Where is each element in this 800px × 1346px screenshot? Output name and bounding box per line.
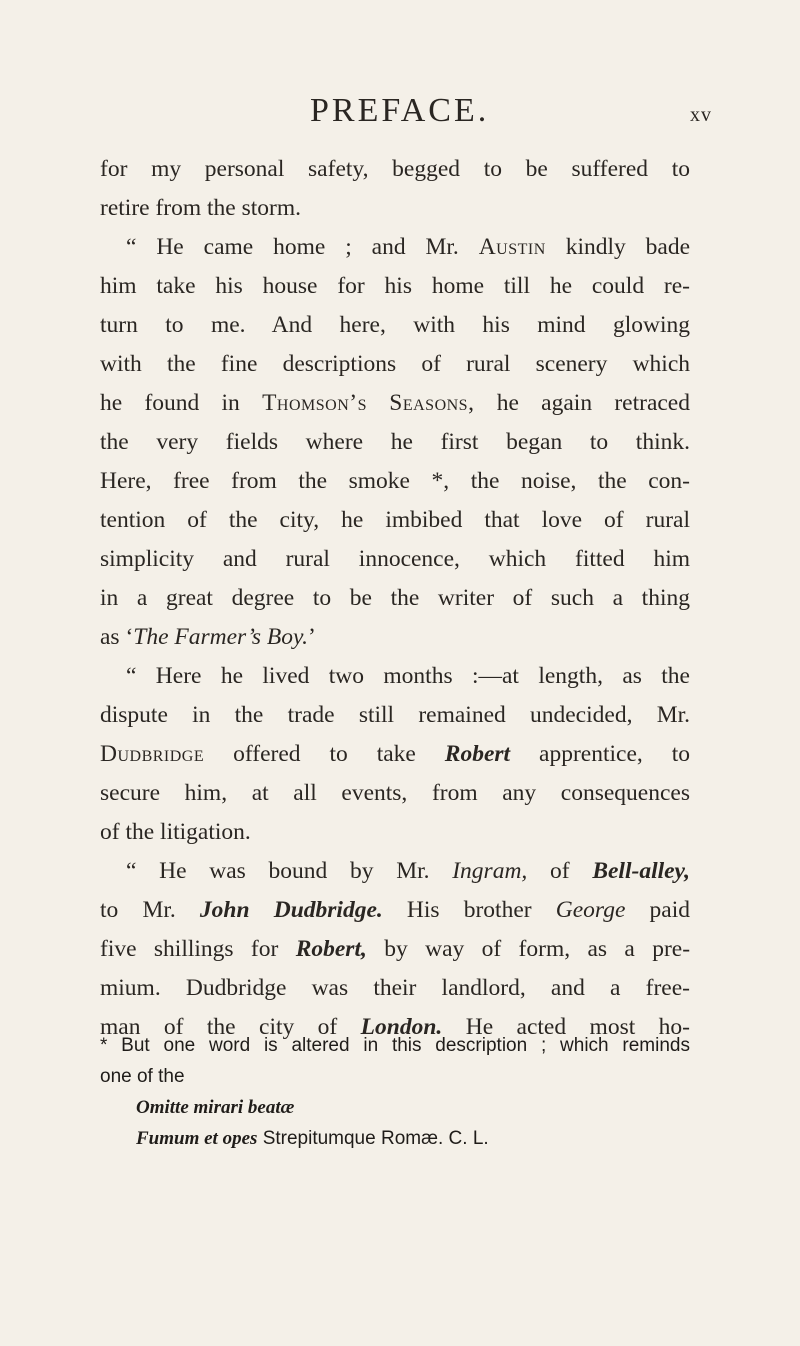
text-line: tention of the city, he imbibed that love of rural xyxy=(100,507,690,533)
text-line: dispute in the trade still remained undecided, Mr. xyxy=(100,702,690,728)
page-header xyxy=(0,92,800,140)
text-line: “ Here he lived two months :—at length, as the xyxy=(126,663,690,689)
text-line: he found in Thomson’s Seasons, he again retraced xyxy=(100,390,690,416)
footnote-line: Omitte mirari beatæ xyxy=(136,1097,295,1118)
text-line: of the litigation. xyxy=(100,819,251,845)
text-line: Dudbridge offered to take Robert apprentice, to xyxy=(100,741,690,767)
footnote-line: Fumum et opes Strepitumque Romæ. C. L. xyxy=(136,1128,489,1149)
page-number: xv xyxy=(690,104,712,126)
text-line: secure him, at all events, from any consequences xyxy=(100,780,690,806)
text-line: retire from the storm. xyxy=(100,195,301,221)
footnote-line: * But one word is altered in this description ; which reminds xyxy=(100,1035,690,1056)
text-line: “ He was bound by Mr. Ingram, of Bell-alley, xyxy=(126,858,690,884)
text-line: mium. Dudbridge was their landlord, and a free- xyxy=(100,975,690,1001)
footnote-line: one of the xyxy=(100,1066,185,1087)
text-line: the very fields where he first began to think. xyxy=(100,429,690,455)
main-text xyxy=(100,150,690,1047)
text-line: for my personal safety, begged to be suffered to xyxy=(100,156,690,182)
text-line: Here, free from the smoke *, the noise, the con- xyxy=(100,468,690,494)
text-line: man of the city of London. He acted most ho- xyxy=(100,1014,690,1040)
text-line: him take his house for his home till he could re- xyxy=(100,273,690,299)
footnote xyxy=(100,1030,690,1154)
running-title: PREFACE. xyxy=(310,92,490,129)
text-line: as ‘The Farmer’s Boy.’ xyxy=(100,624,316,650)
text-line: with the fine descriptions of rural scenery which xyxy=(100,351,690,377)
text-line: turn to me. And here, with his mind glowing xyxy=(100,312,690,338)
text-line: to Mr. John Dudbridge. His brother George paid xyxy=(100,897,690,923)
text-line: in a great degree to be the writer of such a thing xyxy=(100,585,690,611)
text-line: “ He came home ; and Mr. Austin kindly bade xyxy=(126,234,690,260)
text-line: five shillings for Robert, by way of form, as a pre- xyxy=(100,936,690,962)
text-line: simplicity and rural innocence, which fitted him xyxy=(100,546,690,572)
